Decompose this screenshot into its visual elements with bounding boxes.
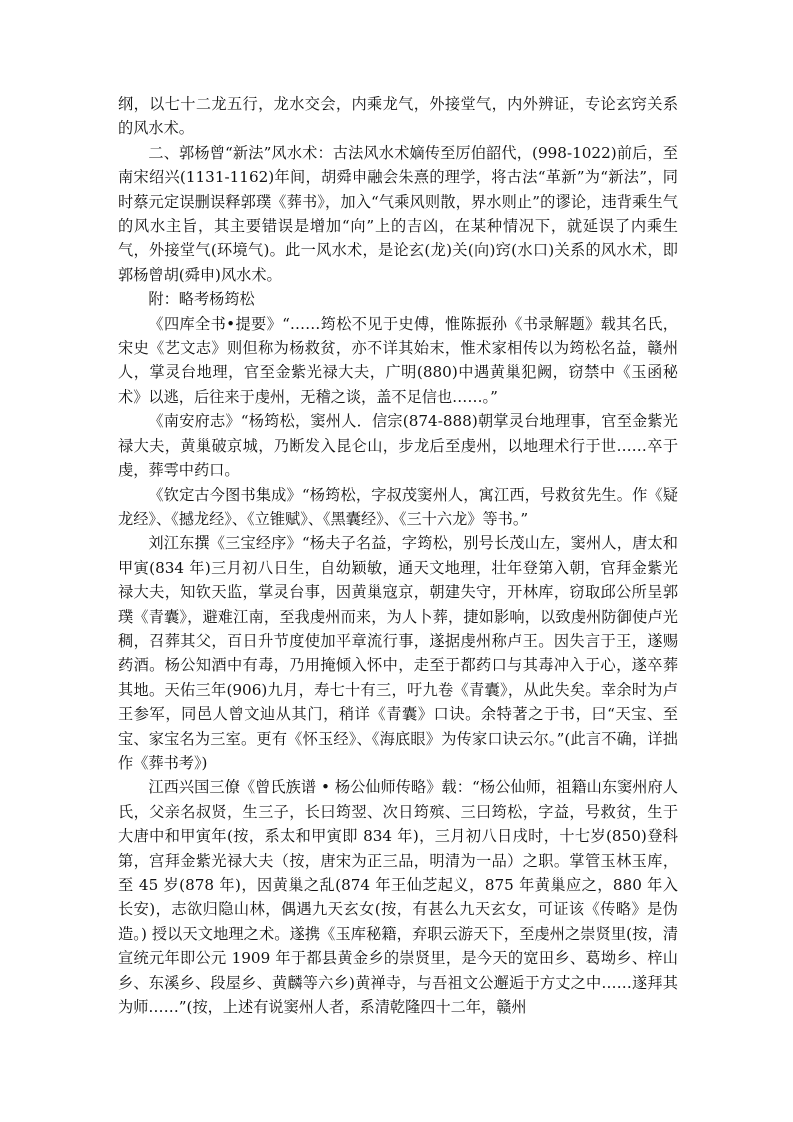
paragraph: 《南安府志》“杨筠松，窦州人．信宗(874-888)朝掌灵台地理事，官至金紫光禄大夫，黄巢破京城，乃断发入昆仑山，步龙后至虔州，以地理术行于世……卒于虔，葬雩中药口。 bbox=[118, 412, 678, 480]
section-heading: 附：略考杨筠松 bbox=[148, 290, 255, 309]
paragraph: 《四库全书•提要》“……筠松不见于史傅，惟陈振孙《书录解题》载其名氏，宋史《艺文志》则但称为杨救贫，亦不详其始末，惟术家相传以为筠松名益，赣州人，掌灵台地理，官至金紫光禄大夫，广明(880)中遇黄巢犯阙，窃禁中《玉函秘术》以逃，后往来于虔州，无稽之谈，盖不足信也……。” bbox=[118, 314, 678, 406]
paragraph: 刘江东撰《三宝经序》“杨夫子名益，字筠松，别号长茂山左，窦州人，唐太和甲寅(834 年)三月初八日生，自幼颖敏，通天文地理，壮年登第入朝，官拜金紫光禄大夫，知钦天监，掌灵台事，因黄巢寇京，朝建失守，开林库，窃取邱公所呈郭璞《青囊》，避难江南，至我虔州而来，为人卜葬，捷如影响，以致虔州防御使卢光稠，召葬其父，百日升节度使加平章流行事，遂据虔州称卢王。因失言于王，遂赐药酒。杨公知酒中有毒，乃用掩倾入怀中，走至于都药口与其毒冲入于心，遂卒葬其地。天佑三年(906)九月，寿七十有三，吁九卷《青囊》，从此失矣。幸余时为卢王参军，同邑人曾文辿从其门，稍详《青囊》口诀。余特著之于书，曰“天宝、至宝、家宝名为三室。更有《怀玉经》、《海底眼》为传家口诀云尔。”(此言不确，详拙作《葬书考》) bbox=[118, 534, 678, 772]
paragraph: 江西兴国三僚《曾氏族谱 • 杨公仙师传略》载：“杨公仙师，祖籍山东窦州府人氏，父亲名叔贤，生三子，长曰筠翌、次日筠殡、三曰筠松，字益，号救贫，生于大唐中和甲寅年(按，系太和甲寅即 834 年)，三月初八日戌时，十七岁(850)登科第，宫拜金紫光禄大夫（按，唐宋为正三品，明清为一品）之职。掌管玉林玉库，至 45 岁(878 年)，因黄巢之乱(874 年王仙芝起义，875 年黄巢应之，880 年入长安)，志欲归隐山林，偶遇九天玄女(按，有甚么九天玄女，可证该《传略》是伪造。) 授以天文地理之术。遂携《玉库秘籍，弃职云游天下，至虔州之崇贤里(按，清宣统元年即公元 1909 年于都县黄金乡的崇贤里，是今天的宽田乡、葛坳乡、梓山乡、东溪乡、段屋乡、黄麟等六乡)黄禅寺，与吾祖文公邂逅于方丈之中……遂拜其为师……”(按，上述有说窦州人者，系清乾隆四十二年，赣州 bbox=[118, 778, 678, 1017]
paragraph: 二、郭杨曾“新法”风水术：古法风水术嫡传至厉伯韶代，(998-1022)前后，至南宋绍兴(1131-1162)年间，胡舜申融会朱熹的理学，将古法“革新”为“新法”，同时蔡元定误删误释郭璞《葬书》，加入“气乘风则散，界水则止”的谬论，违背乘生气的风水主旨，其主要错误是增加“向”上的吉凶，在某种情况下，就延误了内乘生气，外接堂气(环境气)。此一风水术，是论玄(龙)关(向)窍(水口)关系的风水术，即郭杨曾胡(舜申)风水术。 bbox=[118, 143, 678, 284]
paragraph: 纲，以七十二龙五行，龙水交会，内乘龙气，外接堂气，内外辨证，专论玄窍关系的风水术。 bbox=[118, 95, 678, 138]
document-page bbox=[118, 92, 678, 1019]
paragraph: 《钦定古今图书集成》“杨筠松，字叔茂窦州人，寓江西，号救贫先生。作《疑龙经》、《撼龙经》、《立锥赋》、《黑囊经》、《三十六龙》等书。” bbox=[118, 485, 678, 528]
